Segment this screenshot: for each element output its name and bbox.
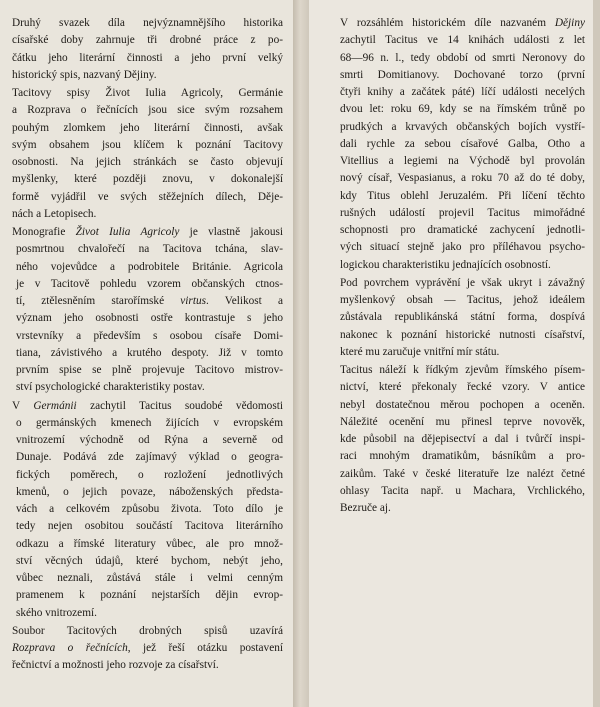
text-line: prvním spise se plně projevuje Tacitovo mistrov- xyxy=(16,364,283,376)
text-line: pouhým zlomkem jeho literární činnosti, avšak xyxy=(12,121,283,134)
text-line: pramenem k poznání nejstarších dějin evrop- xyxy=(16,589,283,602)
text-line: ného vojevůdce a podrobitele Británie. Agricola xyxy=(16,260,283,273)
text-line: císařské doby zahrnuje tři drobné práce z po- xyxy=(12,34,283,47)
text-line: nový císař, Vespasianus, a roku 70 až do té doby, xyxy=(340,172,585,185)
text-line: ského vnitrozemí. xyxy=(16,606,97,619)
text-line: o germánských kmenech žijících v evropském xyxy=(16,416,283,429)
text-line: schopnosti pro dramatické zachycení jednotli- xyxy=(340,224,585,236)
text-line: kdy Titus oblehl Jeruzalém. Při líčení těchto xyxy=(340,189,585,202)
text-line: Soubor Tacitových drobných spisů uzavírá xyxy=(12,624,283,637)
paragraph-intro xyxy=(12,15,283,84)
paragraph-histories xyxy=(340,15,585,274)
italic-title: Dějiny xyxy=(554,17,585,29)
text-line: Vitellius a legiemi na Východě byl provolán xyxy=(340,155,585,167)
paragraph-minor-works xyxy=(12,85,283,223)
text-line: vnitrozemí východně od Rýna a severně od xyxy=(16,434,283,446)
text-line: svým obsahem jsou klíčem k poznání Tacitovy xyxy=(12,138,283,151)
text-line: dvou let: roku 69, kdy se na římském trůně po xyxy=(340,103,585,116)
text-line: tí, ztělesněním starořímské virtus. Velikost a xyxy=(16,295,283,307)
text-line: Druhý svazek díla nejvýznamnějšího historika xyxy=(12,17,283,29)
text-line: myšlenkový obsah — Tacitus, jehož ideálem xyxy=(340,294,585,306)
text-line: prudkých a krvavých občanských bojích vystří- xyxy=(340,120,585,133)
page-right-edge xyxy=(593,0,600,707)
text-line: smrti Domitianovy. Dochované torzo (první xyxy=(340,68,585,81)
text-line: kde působil na dějepisectví a dal i tvůrčí inspi- xyxy=(340,433,585,445)
text-line: kmenů, o jejich povaze, náboženských předsta- xyxy=(16,485,283,498)
text-line: vůbec neznali, zůstává stále i velmi cenným xyxy=(16,572,283,584)
text-line: Pod povrchem vyprávění je však ukryt i závažný xyxy=(340,276,585,289)
text-line: vrstevníky a především s osobou císaře Domi- xyxy=(16,329,283,342)
text-line: 68—96 n. l., tedy období od smrti Neronovy do xyxy=(340,51,585,64)
text-line: dali rychle za sebou císařové Galba, Otho a xyxy=(340,137,585,150)
text-line: formě vyjádřil ve svých stěžejních dílech, Děje- xyxy=(12,190,283,203)
left-flap-page xyxy=(0,0,293,707)
right-flap-page xyxy=(309,0,593,707)
italic-title: virtus xyxy=(180,295,206,307)
text-line: raci mnohým dramatikům, básníkům a pro- xyxy=(340,450,585,463)
text-line: zůstávala republikánská státní forma, dospívá xyxy=(340,311,585,324)
page-fold-gutter xyxy=(293,0,309,707)
text-line: zaikům. Také v české literatuře lze nalézt četné xyxy=(340,467,585,480)
text-line: osobnosti. Na jejich stránkách se často objevují xyxy=(12,156,283,168)
text-line: řečnictví a možnosti jeho rozvoje za císařství. xyxy=(12,659,219,672)
text-line: Dunaje. Podává zde zajímavý výklad o geogra- xyxy=(16,451,283,464)
text-line: nebyl dostatečnou měrou pochopen a oceněn. xyxy=(340,398,585,411)
text-line: historický spis, nazvaný Dějiny. xyxy=(12,68,157,81)
text-line: a Rozprava o řečnících jsou sice svým rozsahem xyxy=(12,104,283,117)
text-line: V rozsáhlém historickém díle nazvaném Dějiny xyxy=(340,17,585,29)
paragraph-hidden-meaning xyxy=(340,275,585,361)
text-line: nách a Letopisech. xyxy=(12,207,97,220)
text-line: Tacitus náleží k řídkým zjevům římského písem- xyxy=(340,364,585,376)
italic-title: Život Iulia Agricoly xyxy=(75,226,180,238)
text-line: V Germánii zachytil Tacitus soudobé vědomosti xyxy=(12,399,284,412)
text-line: ství psychologické charakteristiky postav. xyxy=(16,381,205,394)
italic-title: Germánii xyxy=(33,399,77,412)
text-line: význam jeho osobnosti ostře kontrastuje s jeho xyxy=(16,312,283,325)
text-line: Náležité ocenění mu přinesl teprve novověk, xyxy=(340,415,585,428)
paragraph-germania xyxy=(12,398,283,622)
text-line: vých situací stejně jako pro příléhavou psycho- xyxy=(340,241,585,254)
text-line: ství věcných údajů, které bychom, nebýt jeho, xyxy=(16,554,283,567)
text-line: tiana, závistivého a krutého despoty. Již v tomto xyxy=(16,346,283,359)
text-line: čtyři knihy a začátek páté) líčí události necelých xyxy=(340,86,585,98)
text-line: nictví, které překonaly řecké vzory. V antice xyxy=(340,381,585,394)
text-line: logickou charakteristiku jednajících osobností. xyxy=(340,258,551,271)
paragraph-agricola xyxy=(12,224,283,397)
text-line: Tacitovy spisy Život Iulia Agricoly, Germánie xyxy=(12,87,283,99)
text-line: vách a celkovém způsobu života. Toto dílo je xyxy=(16,503,283,515)
text-line: které mu zaručuje vnitřní mír státu. xyxy=(340,345,500,358)
text-line: myšlenky, které později znovu, v dokonalejší xyxy=(12,173,283,186)
text-line: posmrtnou chvalořečí na Tacitova tchána, slav- xyxy=(16,243,283,256)
paragraph-legacy xyxy=(340,362,585,517)
text-line: odkazu a římské literatury vůbec, ale pro množ- xyxy=(16,537,283,550)
text-line: tedy nejen osobitou součástí Tacitova literárního xyxy=(16,520,283,533)
text-line: je v Tacitově pohledu vzorem občanských ctnos- xyxy=(16,277,283,290)
text-line: rušných událostí projevil Tacitus mimořádné xyxy=(340,206,585,219)
text-line: Bezruče aj. xyxy=(340,502,391,514)
italic-title: Rozprava o řečnících xyxy=(12,642,128,654)
paragraph-dialogus xyxy=(12,623,283,675)
text-line: čátku jeho literární činnosti a jeho první velký xyxy=(12,51,283,64)
text-line: fických poměrech, o rozložení jednotlivých xyxy=(16,468,283,481)
text-line: nakonec k poznání historické nutnosti císařství, xyxy=(340,328,585,341)
text-line: ohlasy Tacita např. u Machara, Vrchlického, xyxy=(340,484,585,497)
text-line: Rozprava o řečnících, jež řeší otázku postavení xyxy=(12,642,283,654)
text-line: zachytil Tacitus ve 14 knihách události z let xyxy=(340,34,585,47)
text-line: Monografie Život Iulia Agricoly je vlastně jakousi xyxy=(12,226,283,238)
